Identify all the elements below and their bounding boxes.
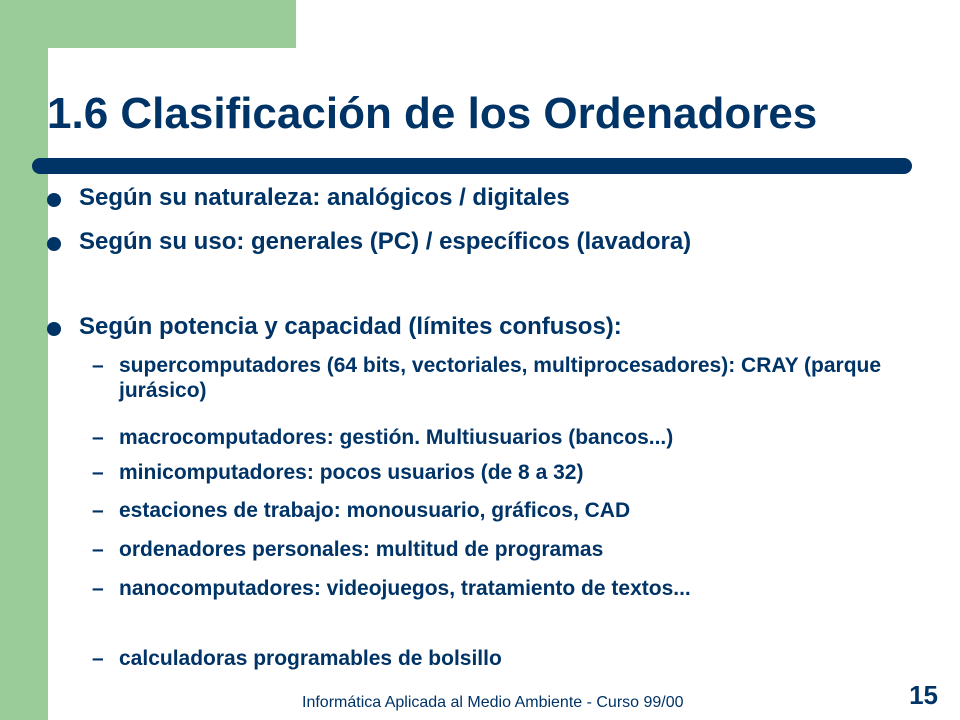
slide-footer: Informática Aplicada al Medio Ambiente - Curso 99/00 (302, 694, 684, 711)
dash-icon: – (92, 538, 104, 561)
bullet-dot-icon (47, 193, 61, 207)
sub-item-text: minicomputadores: pocos usuarios (de 8 a 32) (119, 461, 584, 484)
bullet-text: Según su uso: generales (PC) / específicos (lavadora) (79, 228, 692, 255)
sub-item-text: calculadoras programables de bolsillo (119, 647, 502, 670)
bullet-dot-icon (47, 237, 61, 251)
dash-icon: – (92, 354, 104, 377)
bullet-text: Según potencia y capacidad (límites confusos): (79, 313, 622, 340)
sub-item-text: ordenadores personales: multitud de programas (119, 538, 604, 561)
dash-icon: – (92, 461, 104, 484)
bullet-dot-icon (47, 322, 61, 336)
dash-icon: – (92, 499, 104, 522)
dash-icon: – (92, 426, 104, 449)
dash-icon: – (92, 577, 104, 600)
sub-item-text: supercomputadores (64 bits, vectoriales, multiprocesadores): CRAY (parque jurásico) (119, 354, 882, 403)
sub-item-text: nanocomputadores: videojuegos, tratamiento de textos... (119, 577, 691, 600)
slide-title: 1.6 Clasificación de los Ordenadores (47, 89, 818, 138)
sub-item-text: estaciones de trabajo: monousuario, gráficos, CAD (119, 499, 631, 522)
page-number: 15 (909, 680, 938, 710)
bullet-text: Según su naturaleza: analógicos / digitales (79, 184, 570, 211)
dash-icon: – (92, 647, 104, 670)
sub-item-text: macrocomputadores: gestión. Multiusuarios (bancos...) (119, 426, 674, 449)
